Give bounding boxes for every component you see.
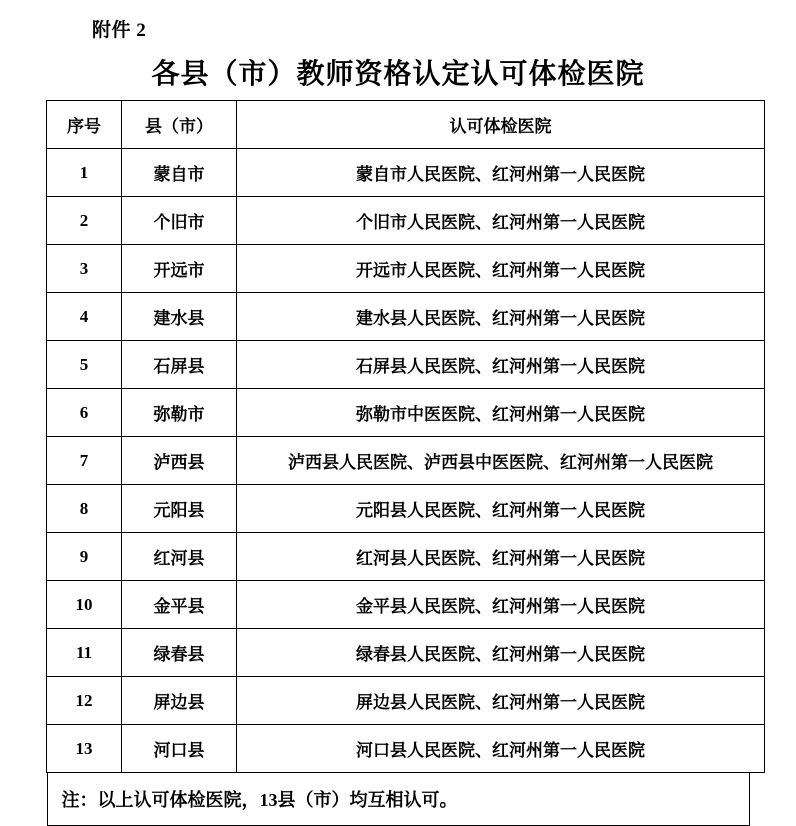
table-row [47, 197, 765, 245]
table-header-row [47, 101, 765, 149]
table-row [47, 725, 765, 773]
cell-county: 河口县 [122, 725, 237, 773]
cell-no: 12 [47, 677, 122, 725]
cell-no: 13 [47, 725, 122, 773]
table-row [47, 389, 765, 437]
cell-county: 泸西县 [122, 437, 237, 485]
hospital-table [46, 100, 765, 773]
cell-no: 11 [47, 629, 122, 677]
cell-county: 石屏县 [122, 341, 237, 389]
cell-no: 10 [47, 581, 122, 629]
attachment-label: 附件 2 [92, 20, 147, 41]
table-row [47, 677, 765, 725]
cell-hospitals: 泸西县人民医院、泸西县中医医院、红河州第一人民医院 [237, 437, 765, 485]
cell-county: 蒙自市 [122, 149, 237, 197]
table-row [47, 149, 765, 197]
table-row [47, 245, 765, 293]
cell-no: 7 [47, 437, 122, 485]
cell-hospitals: 金平县人民医院、红河州第一人民医院 [237, 581, 765, 629]
cell-hospitals: 屏边县人民医院、红河州第一人民医院 [237, 677, 765, 725]
cell-no: 4 [47, 293, 122, 341]
cell-hospitals: 个旧市人民医院、红河州第一人民医院 [237, 197, 765, 245]
table-row [47, 485, 765, 533]
cell-county: 屏边县 [122, 677, 237, 725]
cell-no: 3 [47, 245, 122, 293]
cell-hospitals: 开远市人民医院、红河州第一人民医院 [237, 245, 765, 293]
column-header-hospitals: 认可体检医院 [237, 101, 765, 149]
cell-no: 5 [47, 341, 122, 389]
cell-no: 1 [47, 149, 122, 197]
cell-county: 元阳县 [122, 485, 237, 533]
cell-county: 绿春县 [122, 629, 237, 677]
table-row [47, 437, 765, 485]
cell-county: 个旧市 [122, 197, 237, 245]
column-header-no: 序号 [47, 101, 122, 149]
table-row [47, 533, 765, 581]
note-table [47, 773, 750, 826]
cell-county: 金平县 [122, 581, 237, 629]
cell-no: 8 [47, 485, 122, 533]
cell-hospitals: 建水县人民医院、红河州第一人民医院 [237, 293, 765, 341]
cell-hospitals: 绿春县人民医院、红河州第一人民医院 [237, 629, 765, 677]
cell-county: 红河县 [122, 533, 237, 581]
cell-county: 开远市 [122, 245, 237, 293]
cell-hospitals: 元阳县人民医院、红河州第一人民医院 [237, 485, 765, 533]
cell-no: 6 [47, 389, 122, 437]
cell-no: 2 [47, 197, 122, 245]
note-row [47, 773, 749, 826]
cell-county: 弥勒市 [122, 389, 237, 437]
table-row [47, 341, 765, 389]
table-row [47, 293, 765, 341]
cell-no: 9 [47, 533, 122, 581]
cell-hospitals: 弥勒市中医医院、红河州第一人民医院 [237, 389, 765, 437]
cell-county: 建水县 [122, 293, 237, 341]
column-header-county: 县（市） [122, 101, 237, 149]
cell-hospitals: 蒙自市人民医院、红河州第一人民医院 [237, 149, 765, 197]
cell-hospitals: 河口县人民医院、红河州第一人民医院 [237, 725, 765, 773]
cell-hospitals: 红河县人民医院、红河州第一人民医院 [237, 533, 765, 581]
table-note: 注：以上认可体检医院，13县（市）均互相认可。 [47, 773, 749, 826]
cell-hospitals: 石屏县人民医院、红河州第一人民医院 [237, 341, 765, 389]
page-title: 各县（市）教师资格认定认可体检医院 [151, 59, 645, 90]
table-row [47, 581, 765, 629]
table-row [47, 629, 765, 677]
